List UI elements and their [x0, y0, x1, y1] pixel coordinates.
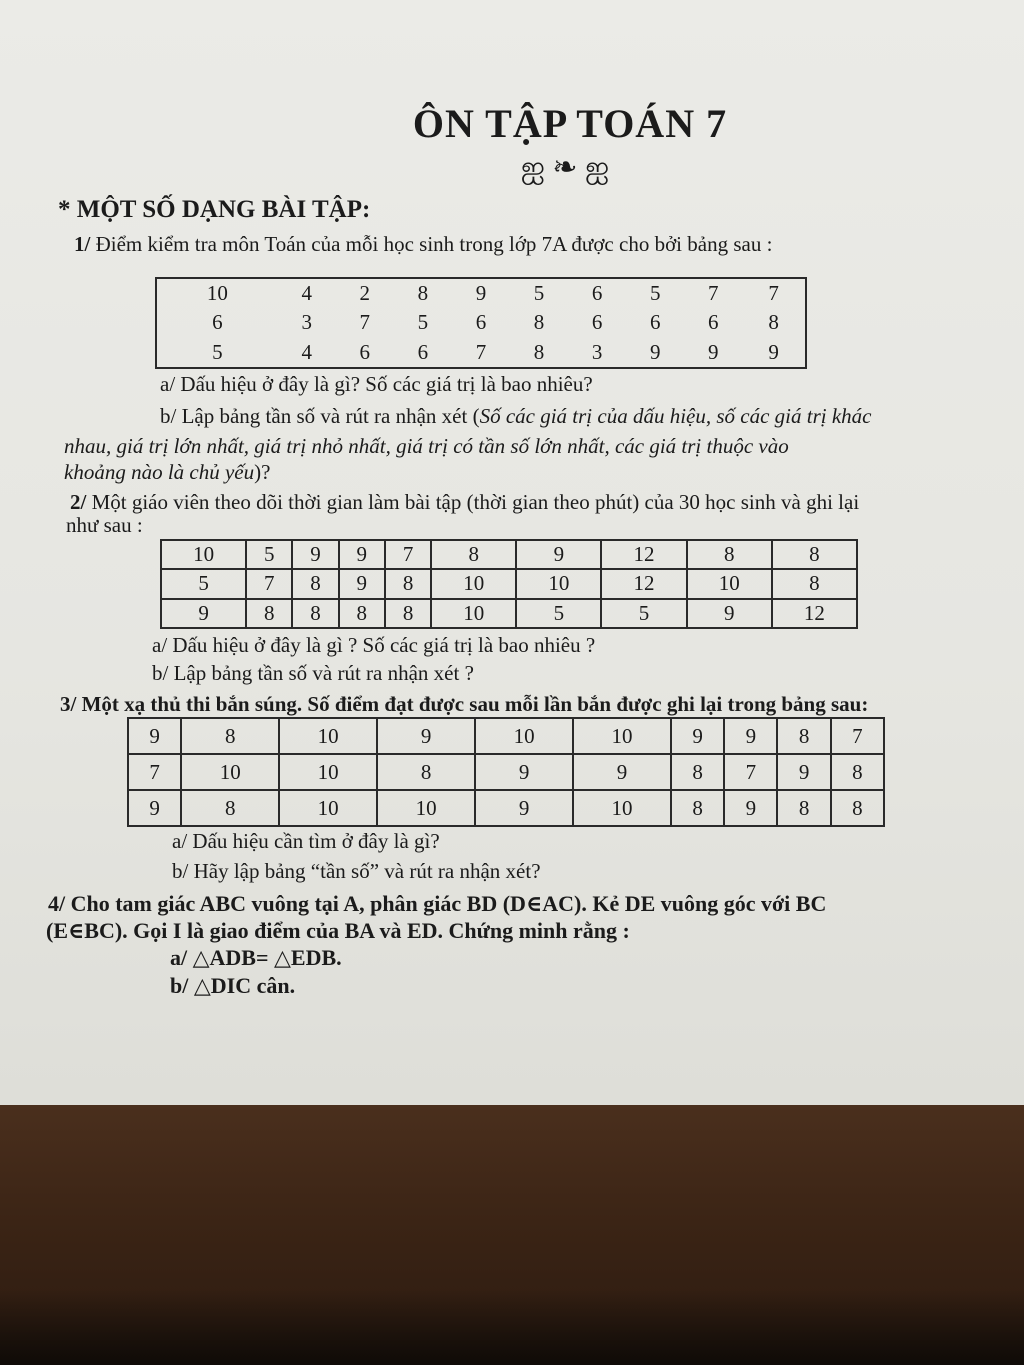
- table-cell: 2: [359, 281, 371, 306]
- q4-line1: 4/ Cho tam giác ABC vuông tại A, phân giác BD (D∈AC). Kẻ DE vuông góc với BC: [48, 891, 827, 916]
- table-cell: 10: [206, 281, 228, 306]
- table-cell: 8: [671, 790, 724, 826]
- q1-b-end: )?: [254, 460, 271, 484]
- table-cell: 8: [417, 281, 429, 306]
- table-cell: 12: [601, 540, 686, 569]
- table-cell: 7: [724, 754, 777, 790]
- q3-question-b: b/ Hãy lập bảng “tần số” và rút ra nhận xét?: [172, 859, 541, 883]
- table-cell: 10: [279, 754, 377, 790]
- table-cell: 8: [772, 569, 857, 598]
- table-cell: 7: [385, 540, 431, 569]
- ornament-icon: ஐ ❧ ஐ: [520, 151, 610, 184]
- q2-question-a: a/ Dấu hiệu ở đây là gì ? Số các giá trị là bao nhiêu ?: [152, 633, 596, 657]
- table-cell: 5: [212, 339, 223, 364]
- table-cell: 10: [377, 790, 475, 826]
- table-cell: 4: [301, 281, 312, 306]
- table-cell: 5: [246, 540, 292, 569]
- table-cell: 8: [246, 599, 292, 628]
- table-cell: 8: [292, 569, 338, 598]
- table-cell: 3: [301, 310, 312, 335]
- table-cell: 10: [516, 569, 601, 598]
- q4-part-b: b/ △DIC cân.: [170, 973, 296, 998]
- q1-prompt-text: Điểm kiểm tra môn Toán của mỗi học sinh trong lớp 7A được cho bởi bảng sau :: [95, 232, 773, 256]
- table-cell: 9: [687, 599, 772, 628]
- table-cell: 12: [772, 599, 857, 628]
- table-cell: 9: [475, 790, 573, 826]
- q2-question-b: b/ Lập bảng tần số và rút ra nhận xét ?: [152, 661, 474, 685]
- table-cell: 8: [385, 599, 431, 628]
- table-cell: 8: [181, 718, 279, 754]
- q1-number: 1/: [74, 232, 91, 256]
- table-cell: 6: [591, 310, 603, 335]
- table-row: [128, 718, 884, 754]
- table-cell: 8: [533, 310, 545, 335]
- table-cell: 9: [292, 540, 338, 569]
- q3-question-a: a/ Dấu hiệu cần tìm ở đây là gì?: [172, 829, 440, 853]
- table-cell: 4: [301, 339, 312, 364]
- page-title: ÔN TẬP TOÁN 7: [412, 101, 728, 146]
- table-cell: 10: [161, 540, 246, 569]
- table-cell: 8: [831, 790, 884, 826]
- table-cell: 8: [768, 310, 779, 335]
- table-cell: 10: [279, 790, 377, 826]
- table-cell: 6: [359, 339, 371, 364]
- q1-score-table: [155, 277, 807, 369]
- table-cell: 9: [475, 754, 573, 790]
- table-cell: 8: [777, 790, 830, 826]
- q1-b-italic-1: Số các giá trị của dấu hiệu, số các giá trị khác: [479, 404, 872, 428]
- table-cell: 7: [831, 718, 884, 754]
- table-cell: 9: [161, 599, 246, 628]
- table-cell: 8: [777, 718, 830, 754]
- q1-prompt: [74, 232, 772, 257]
- table-cell: 9: [649, 339, 661, 364]
- table-cell: 6: [708, 310, 719, 335]
- table-cell: 10: [573, 718, 671, 754]
- q1-question-b-line3: [64, 460, 270, 485]
- q2-prompt-line2: như sau :: [66, 513, 143, 537]
- table-cell: 9: [339, 540, 385, 569]
- table-cell: 8: [181, 790, 279, 826]
- table-cell: 6: [475, 310, 487, 335]
- table-cell: 5: [161, 569, 246, 598]
- table-cell: 7: [128, 754, 181, 790]
- q1-b-start: b/ Lập bảng tần số và rút ra nhận xét (: [160, 404, 480, 428]
- q2-prompt-text: Một giáo viên theo dõi thời gian làm bài tập (thời gian theo phút) của 30 học sinh và ghi lại: [91, 490, 860, 514]
- table-cell: 8: [831, 754, 884, 790]
- table-cell: 6: [417, 339, 429, 364]
- q1-question-a: a/ Dấu hiệu ở đây là gì? Số các giá trị là bao nhiêu?: [160, 372, 593, 396]
- table-cell: 9: [128, 718, 181, 754]
- table-cell: 7: [359, 310, 371, 335]
- table-cell: 10: [573, 790, 671, 826]
- table-cell: 10: [431, 599, 516, 628]
- table-cell: 9: [768, 339, 779, 364]
- q3-shooting-table: [127, 717, 885, 827]
- table-cell: 5: [533, 281, 545, 306]
- q4-part-a: a/ △ADB= △EDB.: [170, 945, 342, 970]
- table-cell: 8: [431, 540, 516, 569]
- q1-question-b-line1: [160, 404, 872, 429]
- table-cell: 8: [533, 339, 545, 364]
- table-row: [128, 790, 884, 826]
- table-row: [156, 278, 806, 308]
- table-cell: 6: [649, 310, 661, 335]
- q1-b-italic-3: khoảng nào là chủ yếu: [64, 460, 255, 484]
- q2-number: 2/: [70, 490, 87, 514]
- q3-prompt: 3/ Một xạ thủ thi bắn súng. Số điểm đạt được sau mỗi lần bắn được ghi lại trong bảng sau:: [60, 692, 869, 716]
- table-cell: 9: [671, 718, 724, 754]
- table-cell: 9: [475, 281, 487, 306]
- table-cell: 8: [377, 754, 475, 790]
- table-cell: 10: [279, 718, 377, 754]
- table-cell: 7: [708, 281, 719, 306]
- q2-prompt-line1: [70, 490, 859, 515]
- table-cell: 10: [687, 569, 772, 598]
- table-cell: 3: [591, 339, 603, 364]
- table-cell: 9: [708, 339, 719, 364]
- table-cell: 7: [768, 281, 779, 306]
- desk-shadow: [0, 1290, 1024, 1365]
- table-cell: 12: [601, 569, 686, 598]
- table-cell: 8: [671, 754, 724, 790]
- table-cell: 10: [181, 754, 279, 790]
- table-cell: 10: [431, 569, 516, 598]
- table-cell: 8: [292, 599, 338, 628]
- table-cell: 5: [516, 599, 601, 628]
- q4-line2: (E∈BC). Gọi I là giao điểm của BA và ED. Chứng minh rằng :: [46, 918, 630, 943]
- table-cell: 6: [212, 310, 223, 335]
- table-cell: 9: [128, 790, 181, 826]
- table-cell: 9: [777, 754, 830, 790]
- table-cell: 9: [339, 569, 385, 598]
- table-row: [156, 308, 806, 337]
- q2-time-table: [160, 539, 858, 629]
- table-row: [161, 599, 857, 628]
- table-row: [161, 569, 857, 598]
- table-cell: 9: [516, 540, 601, 569]
- table-cell: 9: [724, 718, 777, 754]
- table-cell: 9: [724, 790, 777, 826]
- table-cell: 5: [601, 599, 686, 628]
- q1-question-b-line2: nhau, giá trị lớn nhất, giá trị nhỏ nhất, giá trị có tần số lớn nhất, các giá trị thuộc vào: [64, 434, 789, 458]
- table-row: [156, 338, 806, 368]
- table-cell: 9: [573, 754, 671, 790]
- table-cell: 5: [649, 281, 661, 306]
- table-cell: 8: [772, 540, 857, 569]
- table-cell: 8: [385, 569, 431, 598]
- table-cell: 10: [475, 718, 573, 754]
- table-cell: 6: [591, 281, 603, 306]
- table-cell: 7: [246, 569, 292, 598]
- table-row: [128, 754, 884, 790]
- table-cell: 9: [377, 718, 475, 754]
- table-cell: 8: [687, 540, 772, 569]
- table-cell: 7: [475, 339, 487, 364]
- table-row: [161, 540, 857, 569]
- table-cell: 8: [339, 599, 385, 628]
- section-heading: * MỘT SỐ DẠNG BÀI TẬP:: [58, 196, 371, 223]
- table-cell: 5: [417, 310, 429, 335]
